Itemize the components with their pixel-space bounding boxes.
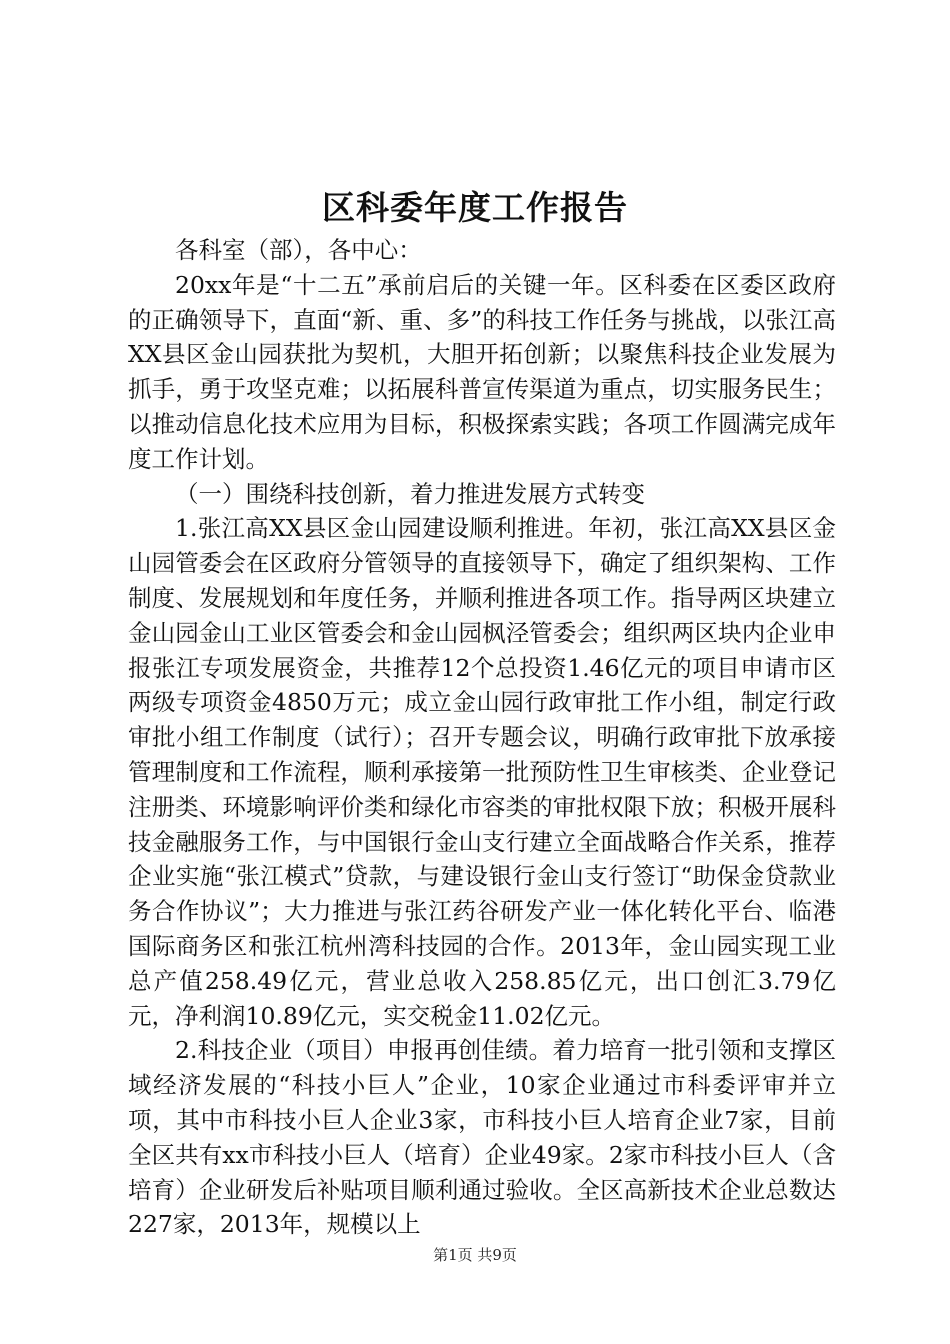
document-title: 区科委年度工作报告 [322,188,628,227]
document-body [128,233,836,1242]
salutation-paragraph: 各科室（部），各中心： [175,236,422,264]
page-number-footer: 第1页 共9页 [433,1246,517,1264]
intro-paragraph: 20xx年是“十二五”承前启后的关键一年。区科委在区委区政府的正确领导下，直面“新、重、多”的科技工作任务与挑战，以张江高XX县区金山园获批为契机，大胆开拓创新；以聚焦科技企业发展为抓手，勇于攻坚克难；以拓展科普宣传渠道为重点，切实服务民生；以推动信息化技术应用为目标，积极探索实践；各项工作圆满完成年度工作计划。 [128,270,836,473]
body-paragraph: 2.科技企业（项目）申报再创佳绩。着力培育一批引领和支撑区域经济发展的“科技小巨人”企业，10家企业通过市科委评审并立项，其中市科技小巨人企业3家，市科技小巨人培育企业7家，目前全区共有xx市科技小巨人（培育）企业49家。2家市科技小巨人（含培育）企业研发后补贴项目顺利通过验收。全区高新技术企业总数达227家，2013年，规模以上 [128,1036,836,1239]
section-heading: （一）围绕科技创新，着力推进发展方式转变 [175,479,645,508]
body-paragraph: 1.张江高XX县区金山园建设顺利推进。年初，张江高XX县区金山园管委会在区政府分管领导的直接领导下，确定了组织架构、工作制度、发展规划和年度任务，并顺利推进各项工作。指导两区块建立金山园金山工业区管委会和金山园枫泾管委会；组织两区块内企业申报张江专项发展资金，共推荐12个总投资1.46亿元的项目申请市区两级专项资金4850万元；成立金山园行政审批工作小组，制定行政审批小组工作制度（试行）；召开专题会议，明确行政审批下放承接管理制度和工作流程，顺利承接第一批预防性卫生审核类、企业登记注册类、环境影响评价类和绿化市容类的审批权限下放；积极开展科技金融服务工作，与中国银行金山支行建立全面战略合作关系，推荐企业实施“张江模式”贷款，与建设银行金山支行签订“助保金贷款业务合作协议”；大力推进与张江药谷研发产业一体化转化平台、临港国际商务区和张江杭州湾科技园的合作。2013年，金山园实现工业总产值258.49亿元，营业总收入258.85亿元，出口创汇3.79亿元，净利润10.89亿元，实交税金11.02亿元。 [128,514,836,1030]
